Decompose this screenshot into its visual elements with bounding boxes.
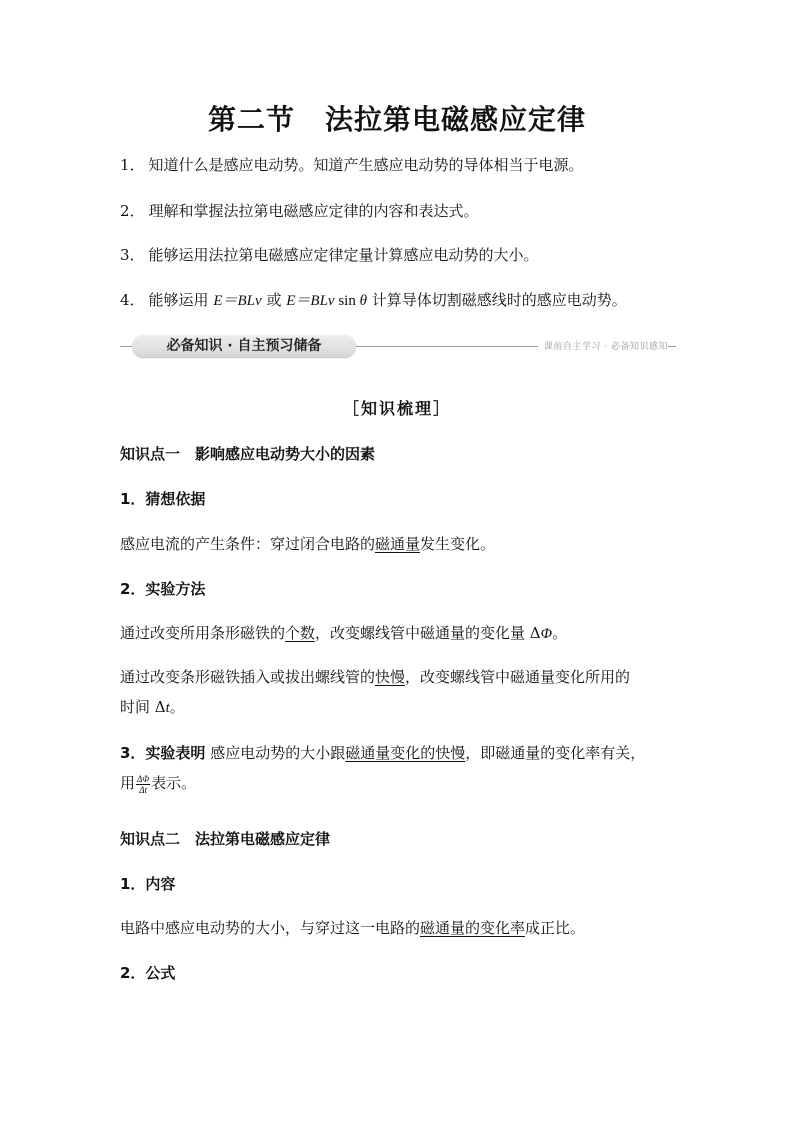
- objective-2: 2． 理解和掌握法拉第电磁感应定律的内容和表达式。: [120, 202, 479, 220]
- kp1-s1-title: 1．猜想依据: [120, 490, 206, 508]
- section-banner: [120, 333, 676, 359]
- underlined-answer: 磁通量的变化率: [420, 919, 526, 937]
- kp1-s2-title: 2．实验方法: [120, 580, 206, 598]
- kp1-s3-title: 3．实验表明: [120, 744, 206, 762]
- title-section-number: 第二节: [207, 103, 295, 136]
- kp1-s1-text: 感应电流的产生条件：穿过闭合电路的磁通量发生变化。: [120, 535, 496, 553]
- formula-e-blv-sin: E＝BLv: [286, 293, 335, 309]
- banner-tab: 必备知识 · 自主预习储备: [132, 335, 356, 357]
- title-section-name: 法拉第电磁感应定律: [325, 103, 587, 136]
- knowledge-summary-heading: ［知识梳理］: [342, 399, 451, 418]
- kp1-s3-para: 3．实验表明 感应电动势的大小跟磁通量变化的快慢，即磁通量的变化率有关， 用 $\frac{\Delta\Phi}{\Delta t}$ 表示。: [120, 744, 646, 795]
- knowledge-point-1-heading: 知识点一 影响感应电动势大小的因素: [120, 445, 376, 463]
- underlined-answer: 磁通量: [375, 535, 421, 553]
- kp2-s2-title: 2．公式: [120, 964, 176, 982]
- underlined-answer: 快慢: [375, 668, 406, 686]
- kp2-s1-text: 电路中感应电动势的大小，与穿过这一电路的磁通量的变化率成正比。: [120, 919, 586, 937]
- kp1-s2-para2: 通过改变条形磁铁插入或拔出螺线管的快慢，改变螺线管中磁通量变化所用的 时间 Δt。: [120, 668, 631, 716]
- kp1-s2-para1: 通过改变所用条形磁铁的个数，改变螺线管中磁通量的变化量 ΔΦ。: [120, 624, 568, 642]
- banner-caption: 课前自主学习 · 必备知识感知: [538, 339, 668, 352]
- underlined-answer: 磁通量变化的快慢: [345, 744, 466, 762]
- kp2-s1-title: 1．内容: [120, 875, 176, 893]
- underlined-answer: 个数: [285, 624, 316, 642]
- formula-e-blv: E＝BLv: [213, 293, 262, 309]
- objective-4: 4． 能够运用 E＝BLv 或 E＝BLv sin θ 计算导体切割磁感线时的感应电动势。: [120, 291, 627, 309]
- objective-1: 1． 知道什么是感应电动势。知道产生感应电动势的导体相当于电源。: [120, 156, 584, 174]
- objective-3: 3． 能够运用法拉第电磁感应定律定量计算感应电动势的大小。: [120, 246, 539, 264]
- knowledge-point-2-heading: 知识点二 法拉第电磁感应定律: [120, 830, 331, 848]
- page-title: [0, 98, 794, 138]
- rate-of-change-fraction: $\frac{\Delta\Phi}{\Delta t}$: [137, 773, 150, 795]
